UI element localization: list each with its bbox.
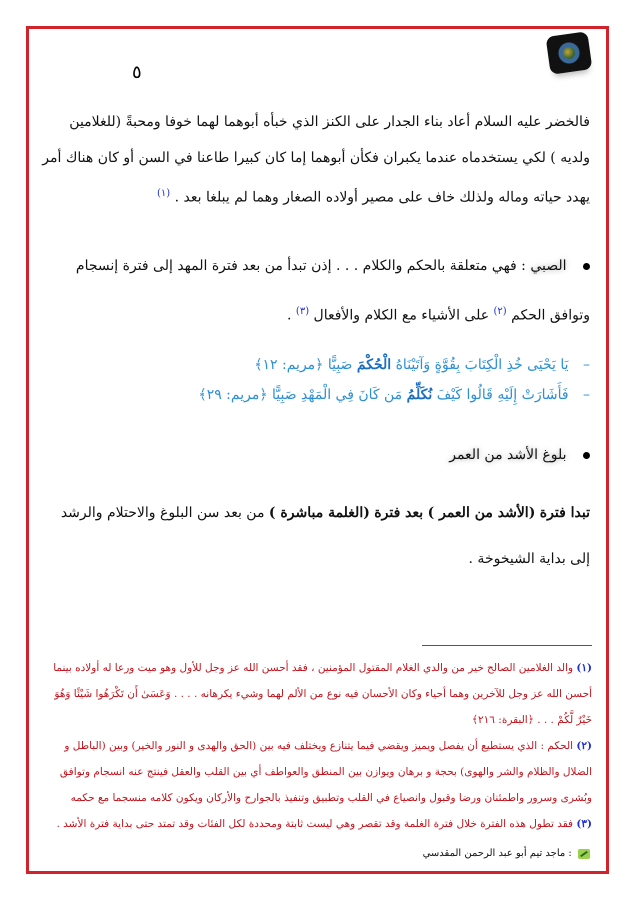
bullet-icon <box>583 452 590 459</box>
site-logo-icon <box>546 31 593 74</box>
author-name: : ماجد تيم أبو عبد الرحمن المقدسي <box>422 848 572 859</box>
bullet-icon <box>583 263 590 270</box>
page-number: ٥ <box>132 62 142 83</box>
maturity-bold-1: (الأشد من العمر ) <box>427 505 536 521</box>
footnote-text: والد الغلامين الصالح خير من والدي الغلام المقتول المؤمنين ، فقد أحسن الله عز وجل للأول وهو ميت ورعا له أولاده بينما أحسن الله عز وجل للآخرين وهما أحياء وكان الأحسان فيه نوع من الألم لهما وشيء يكرهانه . . . . وَعَسَىٰ أَن تَكْرَهُوا شَيْئًا وَهُوَ خَيْرٌ لَّكُمْ . . . ﴿البقرة: ٢١٦﴾ <box>53 662 592 726</box>
maturity-prefix: تبدا فترة <box>539 505 590 521</box>
verse-dash: – <box>583 387 590 403</box>
quran-verse <box>50 382 590 408</box>
quran-verse <box>50 352 590 378</box>
intro-text: فالخضر عليه السلام أعاد بناء الجدار على الكنز الذي خبأه أبوهما لهما خوفا ومحبةً (للغلامين ولديه ) لكي يستخدماه عندما يكبران فكأن أبوهما إما كان كبيرا طاعنا في السن أو كان هناك أمر يهدد حياته وماله ولذلك خاف على مصير أولاده الصغار وهما لم يبلغا بعد . <box>42 114 590 206</box>
childhood-text-2: على الأشياء مع الكلام والأفعال <box>313 307 490 324</box>
footnote-item <box>36 733 592 811</box>
footnote-number[interactable]: (٣) <box>576 818 592 830</box>
verse-text: فَأَشَارَتْ إِلَيْهِ قَالُوا كَيْفَ <box>436 387 569 403</box>
maturity-paragraph <box>42 490 590 582</box>
footnote-number[interactable]: (٢) <box>576 740 592 752</box>
verse-dash: – <box>583 357 590 373</box>
verse-text-end: مَن كَانَ فِي الْمَهْدِ صَبِيًّا <box>272 387 403 403</box>
footnote-text: الحكم : الذي يستطيع أن يفصل ويميز ويقضي فيما يتنازع ويختلف فيه بين (الحق والهدى و النور والخير) وبين (الباطل و الضلال والظلام والشر والهوى) بحجة و برهان ويوازن بين المنطق والعواطف أي بين القلب والعقل فينتج عنه انسجام وتوافق وبُشرى وسرور واطمئنان ورضا وقبول وانصياع في القلب وتطبيق وتنفيذ بالجوارح والأركان ويكون كلامه منسجما مع حكمه <box>59 740 592 804</box>
footnote-item <box>36 655 592 733</box>
section-maturity <box>42 432 590 478</box>
author-signature <box>423 848 590 859</box>
globe-icon <box>562 46 576 60</box>
footnote-number[interactable]: (١) <box>576 662 592 674</box>
section-heading-maturity: بلوغ الأشد من العمر <box>449 447 567 463</box>
verse-text: يَا يَحْيَى خُذِ الْكِتَابَ بِقُوَّةٍ وَآتَيْنَاهُ <box>395 357 569 373</box>
maturity-rest: من بعد سن البلوغ والاحتلام والرشد إلى بداية الشيخوخة . <box>60 505 590 567</box>
childhood-text-1: : فهي متعلقة بالحكم والكلام . . . إذن تبدأ من بعد فترة المهد إلى فترة إنسجام وتوافق الحكم <box>75 258 590 324</box>
childhood-text-end: . <box>287 307 292 324</box>
footnote-text: فقد تطول هذه الفترة خلال فترة الغلمة وقد تقصر وهي ليست ثابتة ومحددة لكل الفئات وقد تمتد حتى بداية فترة الأشد . <box>56 818 574 830</box>
verse-text-end: صَبِيًّا <box>327 357 353 373</box>
section-heading-childhood: الصبي <box>530 258 567 274</box>
footnote-item <box>36 811 592 837</box>
maturity-bold-2: (الغلمة مباشرة ) <box>268 505 370 521</box>
footnote-separator <box>422 645 592 646</box>
footnote-ref-3[interactable]: (٣) <box>295 306 310 317</box>
maturity-middle: بعد فترة <box>374 505 424 521</box>
pen-icon <box>578 849 590 859</box>
footnote-ref-2[interactable]: (٢) <box>493 306 507 317</box>
section-childhood <box>42 243 590 339</box>
footnotes <box>36 655 592 837</box>
verse-emphasis: الْحُكْمَ <box>356 357 392 373</box>
verse-reference: ﴿مريم: ١٢﴾ <box>254 357 324 373</box>
footnote-ref-1[interactable]: (١) <box>157 188 171 199</box>
verse-reference: ﴿مريم: ٢٩﴾ <box>198 387 268 403</box>
intro-paragraph <box>42 104 590 216</box>
verse-emphasis: نُكَلِّمُ <box>406 387 433 403</box>
